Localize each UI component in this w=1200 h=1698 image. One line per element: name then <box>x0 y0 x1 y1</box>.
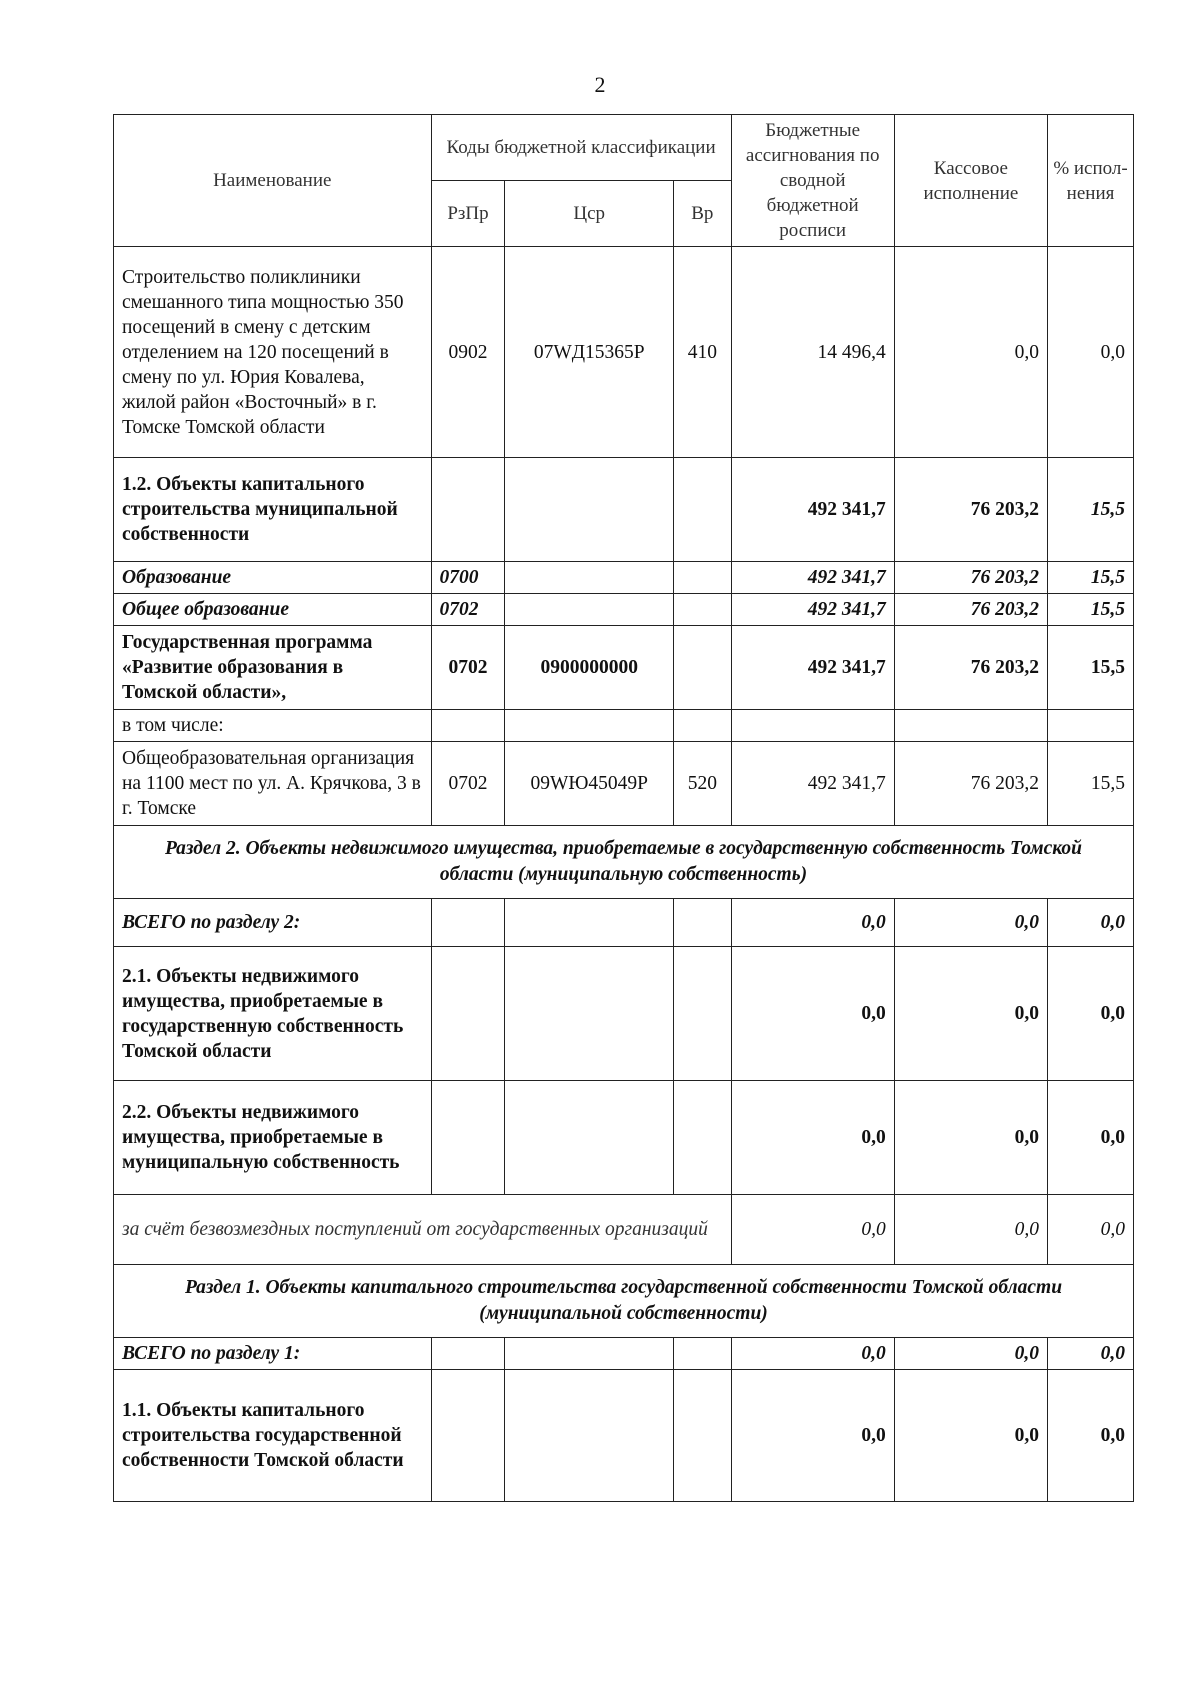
table-row <box>114 562 1134 594</box>
section-2-total-alloc: 0,0 <box>731 899 894 947</box>
section-2-donations-pct: 0,0 <box>1048 1195 1134 1265</box>
row-vr <box>674 710 732 742</box>
row-pct: 15,5 <box>1048 594 1134 626</box>
section-1-title-row <box>114 1265 1134 1338</box>
empty-cell <box>505 947 674 1081</box>
row-csr <box>505 562 674 594</box>
row-alloc: 492 341,7 <box>731 626 894 710</box>
row-pct: 15,5 <box>1048 742 1134 826</box>
section-2-sub2-alloc: 0,0 <box>731 1081 894 1195</box>
section-1-sub1-name: 1.1. Объекты капитального строительства государственной собственности Томской области <box>114 1370 432 1502</box>
header-rzpr: РзПр <box>431 181 505 247</box>
header-execution: Кассовое исполнение <box>894 115 1047 247</box>
row-rzpr: 0702 <box>431 594 505 626</box>
row-alloc: 492 341,7 <box>731 742 894 826</box>
row-csr: 09WЮ45049P <box>505 742 674 826</box>
empty-cell <box>505 1081 674 1195</box>
section-1-total-alloc: 0,0 <box>731 1338 894 1370</box>
budget-execution-table <box>113 114 1134 1502</box>
section-2-sub1-exec: 0,0 <box>894 947 1047 1081</box>
empty-cell <box>431 1338 505 1370</box>
empty-cell <box>431 1081 505 1195</box>
section-1-sub1-alloc: 0,0 <box>731 1370 894 1502</box>
empty-cell <box>431 947 505 1081</box>
empty-cell <box>505 1370 674 1502</box>
row-exec: 0,0 <box>894 247 1047 458</box>
row-rzpr <box>431 710 505 742</box>
empty-cell <box>674 1338 732 1370</box>
section-1-sub1-exec: 0,0 <box>894 1370 1047 1502</box>
section-2-donations-name: за счёт безвозмездных поступлений от государственных организаций <box>114 1195 732 1265</box>
row-rzpr: 0702 <box>431 626 505 710</box>
header-percent: % испол-нения <box>1048 115 1134 247</box>
empty-cell <box>674 947 732 1081</box>
row-vr <box>674 594 732 626</box>
section-2-sub2-exec: 0,0 <box>894 1081 1047 1195</box>
row-vr: 410 <box>674 247 732 458</box>
section-2-sub1-pct: 0,0 <box>1048 947 1134 1081</box>
table-row <box>114 742 1134 826</box>
empty-cell <box>674 899 732 947</box>
row-exec: 76 203,2 <box>894 626 1047 710</box>
row-csr: 07WД15365P <box>505 247 674 458</box>
empty-cell <box>431 899 505 947</box>
header-vr: Вр <box>674 181 732 247</box>
empty-cell <box>505 1338 674 1370</box>
table-row <box>114 594 1134 626</box>
row-rzpr: 0702 <box>431 742 505 826</box>
page-number: 2 <box>594 72 606 97</box>
row-exec: 76 203,2 <box>894 742 1047 826</box>
table-row <box>114 247 1134 458</box>
section-2-total-name: ВСЕГО по разделу 2: <box>114 899 432 947</box>
header-codes: Коды бюджетной классификации <box>431 115 731 181</box>
section-2-sub1-name: 2.1. Объекты недвижимого имущества, приобретаемые в государственную собственность Томской области <box>114 947 432 1081</box>
row-alloc: 492 341,7 <box>731 562 894 594</box>
row-pct: 0,0 <box>1048 247 1134 458</box>
section-2-sub2-pct: 0,0 <box>1048 1081 1134 1195</box>
row-pct: 15,5 <box>1048 562 1134 594</box>
row-alloc <box>731 710 894 742</box>
row-pct <box>1048 710 1134 742</box>
row-csr <box>505 710 674 742</box>
section-2-donations-alloc: 0,0 <box>731 1195 894 1265</box>
section-2-total-pct: 0,0 <box>1048 899 1134 947</box>
row-vr: 520 <box>674 742 732 826</box>
table-row <box>114 458 1134 562</box>
row-csr <box>505 458 674 562</box>
row-vr <box>674 626 732 710</box>
empty-cell <box>431 1370 505 1502</box>
empty-cell <box>505 899 674 947</box>
header-allocations: Бюджетные ассигнования по сводной бюджетной росписи <box>731 115 894 247</box>
row-csr <box>505 594 674 626</box>
section-1-title: Раздел 1. Объекты капитального строительства государственной собственности Томской области (муниципальной собственности) <box>114 1265 1134 1338</box>
row-pct: 15,5 <box>1048 458 1134 562</box>
section-2-title-row <box>114 826 1134 899</box>
row-alloc: 492 341,7 <box>731 594 894 626</box>
section-1-sub1-row <box>114 1370 1134 1502</box>
row-csr: 0900000000 <box>505 626 674 710</box>
section-1-sub1-pct: 0,0 <box>1048 1370 1134 1502</box>
section-1-total-row <box>114 1338 1134 1370</box>
header-csr: Цср <box>505 181 674 247</box>
section-2-total-exec: 0,0 <box>894 899 1047 947</box>
row-name: в том числе: <box>114 710 432 742</box>
row-vr <box>674 458 732 562</box>
section-1-total-pct: 0,0 <box>1048 1338 1134 1370</box>
row-exec: 76 203,2 <box>894 594 1047 626</box>
table-header-row <box>114 115 1134 181</box>
section-2-sub2-row <box>114 1081 1134 1195</box>
row-rzpr: 0902 <box>431 247 505 458</box>
table-row <box>114 710 1134 742</box>
row-name: Образование <box>114 562 432 594</box>
row-name: Общеобразовательная организация на 1100 мест по ул. А. Крячкова, 3 в г. Томске <box>114 742 432 826</box>
row-alloc: 14 496,4 <box>731 247 894 458</box>
row-name: 1.2. Объекты капитального строительства муниципальной собственности <box>114 458 432 562</box>
section-2-sub1-row <box>114 947 1134 1081</box>
section-1-total-name: ВСЕГО по разделу 1: <box>114 1338 432 1370</box>
section-2-total-row <box>114 899 1134 947</box>
section-2-title: Раздел 2. Объекты недвижимого имущества, приобретаемые в государственную собственность Томской области (муниципальную собственность) <box>114 826 1134 899</box>
row-pct: 15,5 <box>1048 626 1134 710</box>
table-row <box>114 626 1134 710</box>
row-name: Строительство поликлиники смешанного типа мощностью 350 посещений в смену с детским отделением на 120 посещений в смену по ул. Юрия Ковалева, жилой район «Восточный» в г. Томске Томской области <box>114 247 432 458</box>
empty-cell <box>674 1370 732 1502</box>
row-rzpr: 0700 <box>431 562 505 594</box>
empty-cell <box>674 1081 732 1195</box>
row-exec <box>894 710 1047 742</box>
section-2-sub1-alloc: 0,0 <box>731 947 894 1081</box>
row-rzpr <box>431 458 505 562</box>
section-2-donations-row <box>114 1195 1134 1265</box>
section-2-sub2-name: 2.2. Объекты недвижимого имущества, приобретаемые в муниципальную собственность <box>114 1081 432 1195</box>
section-2-donations-exec: 0,0 <box>894 1195 1047 1265</box>
row-vr <box>674 562 732 594</box>
header-name: Наименование <box>114 115 432 247</box>
row-exec: 76 203,2 <box>894 458 1047 562</box>
row-name: Государственная программа «Развитие образования в Томской области», <box>114 626 432 710</box>
row-alloc: 492 341,7 <box>731 458 894 562</box>
row-name: Общее образование <box>114 594 432 626</box>
section-1-total-exec: 0,0 <box>894 1338 1047 1370</box>
row-exec: 76 203,2 <box>894 562 1047 594</box>
